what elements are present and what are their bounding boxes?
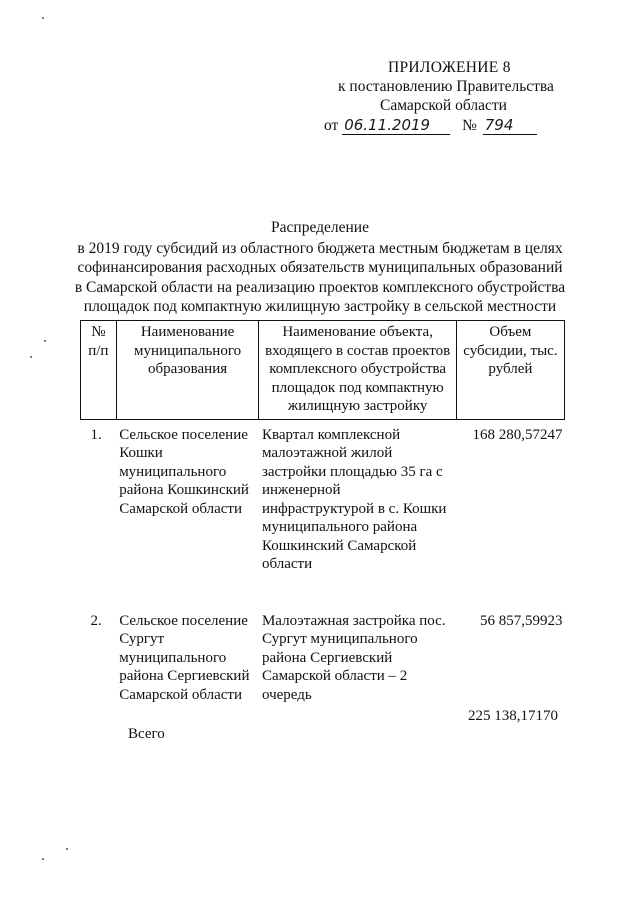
row-number: 1. bbox=[90, 426, 102, 443]
row-amount: 168 280,57247 bbox=[472, 426, 563, 443]
row-number: 2. bbox=[90, 612, 102, 629]
scan-speck bbox=[42, 858, 44, 860]
date-prefix: от bbox=[324, 117, 339, 134]
decree-date: 06.11.2019 bbox=[342, 117, 450, 135]
header-object: Наименование объекта, входящего в состав проектов комплексного обустройства площадок под компактную жилищную застройку bbox=[259, 321, 456, 420]
appendix-title: ПРИЛОЖЕНИЕ 8 bbox=[388, 59, 511, 76]
decree-number: 794 bbox=[483, 117, 537, 135]
distribution-table bbox=[80, 320, 565, 704]
appendix-subtitle: Самарской области bbox=[380, 97, 507, 114]
row-municipality: Сельское поселение Сургут муниципального района Сергиевский Самарской области bbox=[119, 612, 250, 703]
number-label: № bbox=[462, 117, 477, 134]
row-municipality: Сельское поселение Кошки муниципального района Кошкинский Самарской области bbox=[119, 426, 249, 517]
scan-speck bbox=[30, 356, 32, 358]
row-amount: 56 857,59923 bbox=[480, 612, 563, 629]
row-object: Квартал комплексной малоэтажной жилой застройки площадью 35 га с инженерной инфраструктурой в с. Кошки муниципального района Кошкинский Самарской области bbox=[261, 426, 447, 572]
document-title-line: площадок под компактную жилищную застройку в сельской местности bbox=[83, 298, 557, 315]
decree-date-row bbox=[324, 116, 537, 136]
header-number: № п/п bbox=[81, 321, 117, 420]
table-header-row bbox=[81, 321, 565, 420]
row-object: Малоэтажная застройка пос. Сургут муниципального района Сергиевский Самарской области – 2 очередь bbox=[261, 612, 446, 703]
document-title-line: в 2019 году субсидий из областного бюджета местным бюджетам в целях bbox=[77, 239, 563, 257]
document-title-line: в Самарской области на реализацию проектов комплексного обустройства bbox=[74, 278, 566, 296]
total-amount: 225 138,17170 bbox=[468, 708, 558, 724]
header-municipality: Наименование муниципального образования bbox=[116, 321, 259, 420]
table-row bbox=[81, 574, 565, 705]
document-title-line: софинансирования расходных обязательств муниципальных образований bbox=[77, 259, 563, 276]
scan-speck bbox=[42, 17, 44, 19]
document-title-main: Распределение bbox=[271, 219, 369, 236]
table-row bbox=[81, 419, 565, 574]
scan-speck bbox=[44, 340, 46, 342]
header-amount: Объем субсидии, тыс. рублей bbox=[456, 321, 564, 420]
document-title bbox=[60, 218, 580, 317]
appendix-subtitle: к постановлению Правительства bbox=[338, 78, 554, 95]
scan-speck bbox=[66, 848, 68, 850]
total-label: Всего bbox=[128, 726, 165, 742]
